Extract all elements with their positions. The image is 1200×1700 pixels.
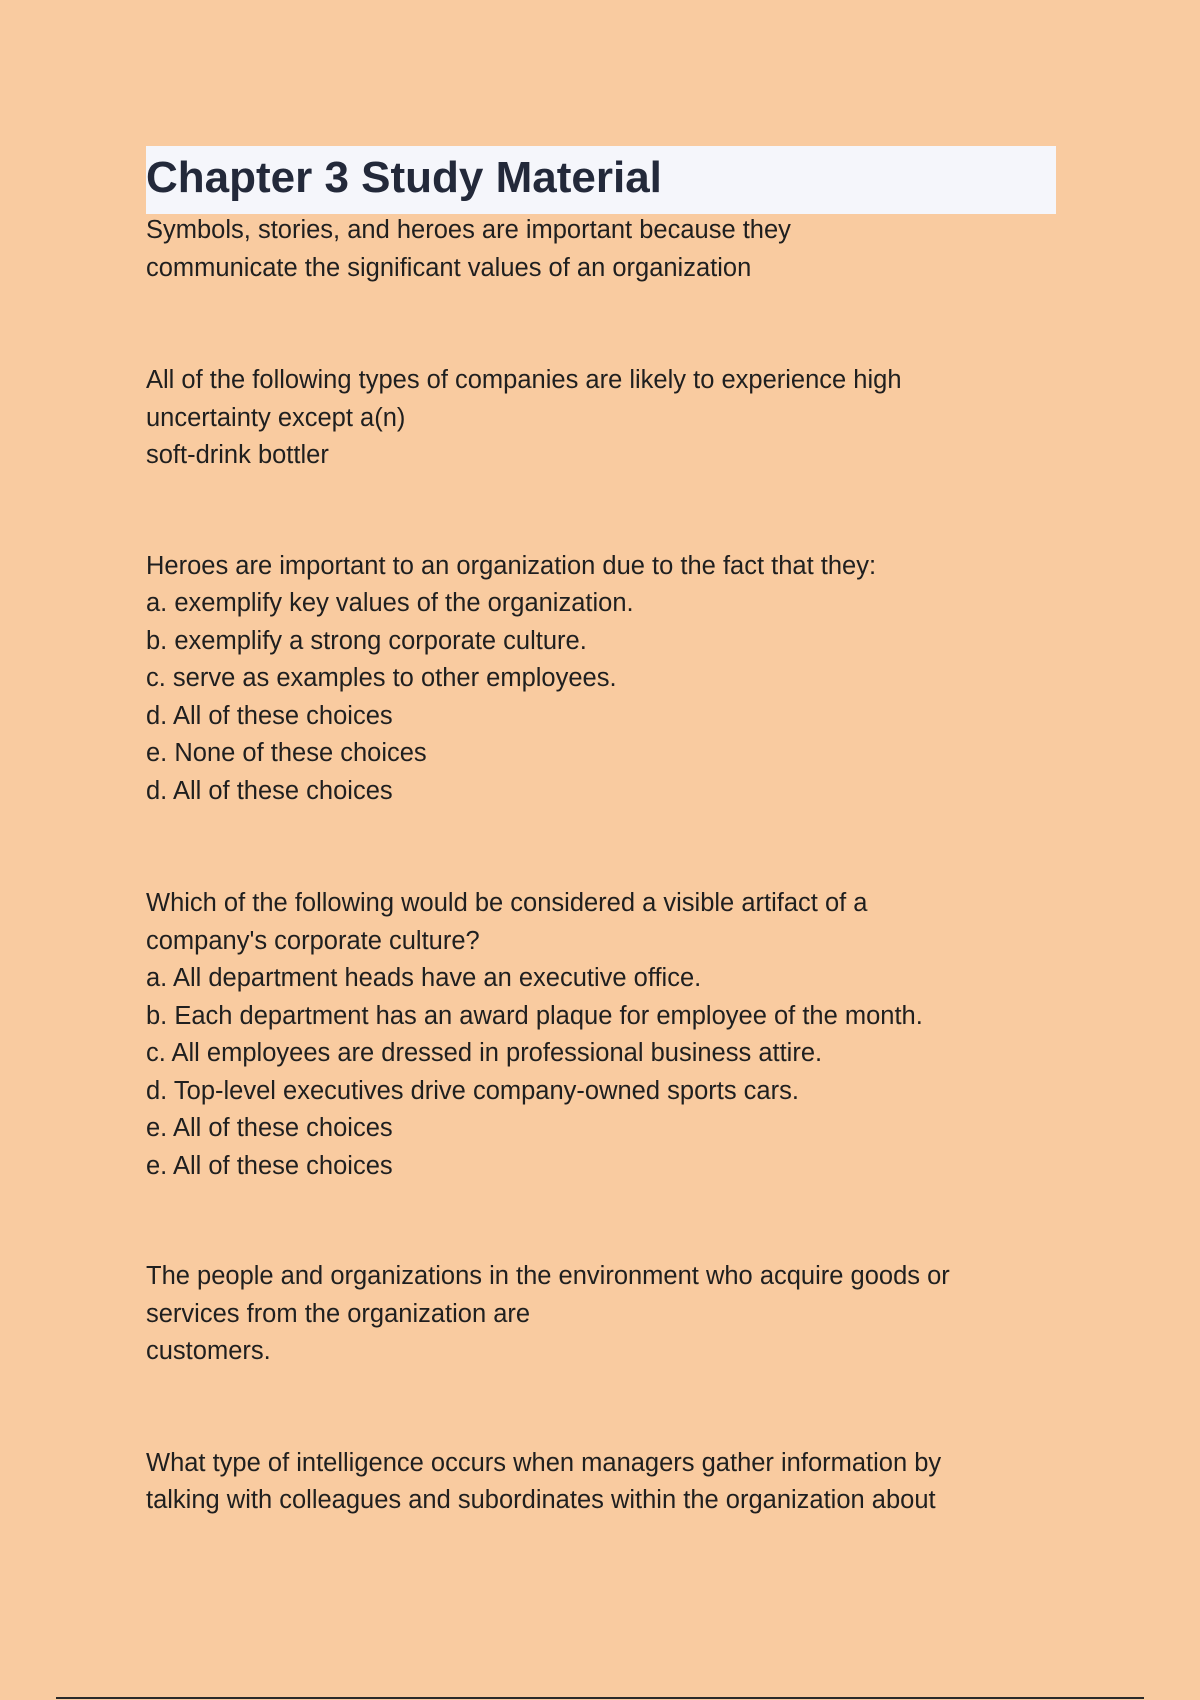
question-line: Which of the following would be considered a visible artifact of a bbox=[146, 889, 868, 917]
study-item-2 bbox=[146, 362, 1066, 475]
text-line: uncertainty except a(n) bbox=[146, 403, 406, 432]
title-banner bbox=[146, 146, 1056, 214]
study-item-5 bbox=[146, 1258, 1066, 1371]
choice-line: b. Each department has an award plaque for employee of the month. bbox=[146, 1001, 923, 1030]
choice-line: d. All of these choices bbox=[146, 701, 393, 730]
text-line: Symbols, stories, and heroes are important because they bbox=[146, 216, 791, 244]
document-body bbox=[146, 212, 1066, 1520]
answer-line: soft-drink bottler bbox=[146, 441, 329, 469]
page-bottom-divider bbox=[56, 1697, 1144, 1699]
text-line: All of the following types of companies are likely to experience high bbox=[146, 366, 902, 394]
answer-line: customers. bbox=[146, 1337, 271, 1365]
question-line: services from the organization are bbox=[146, 1299, 531, 1328]
choice-line: a. All department heads have an executive office. bbox=[146, 964, 702, 992]
question-line: What type of intelligence occurs when managers gather information by bbox=[146, 1448, 942, 1477]
page-title: Chapter 3 Study Material bbox=[146, 153, 662, 202]
choice-line: b. exemplify a strong corporate culture. bbox=[146, 626, 587, 655]
choice-line: c. serve as examples to other employees. bbox=[146, 664, 617, 692]
study-item-4 bbox=[146, 885, 1066, 1185]
study-item-1 bbox=[146, 212, 1066, 287]
question-line: company's corporate culture? bbox=[146, 926, 480, 955]
answer-line: e. All of these choices bbox=[146, 1151, 393, 1180]
choice-line: e. None of these choices bbox=[146, 739, 427, 767]
study-item-6 bbox=[146, 1445, 1066, 1520]
text-line: communicate the significant values of an organization bbox=[146, 253, 752, 282]
question-line: talking with colleagues and subordinates within the organization about bbox=[146, 1486, 936, 1514]
answer-line: d. All of these choices bbox=[146, 776, 393, 805]
choice-line: d. Top-level executives drive company-owned sports cars. bbox=[146, 1076, 799, 1105]
choice-line: e. All of these choices bbox=[146, 1114, 393, 1142]
question-line: The people and organizations in the environment who acquire goods or bbox=[146, 1262, 950, 1290]
choice-line: a. exemplify key values of the organization. bbox=[146, 589, 634, 617]
study-item-3 bbox=[146, 548, 1066, 811]
question-line: Heroes are important to an organization due to the fact that they: bbox=[146, 551, 877, 580]
choice-line: c. All employees are dressed in professional business attire. bbox=[146, 1039, 823, 1067]
